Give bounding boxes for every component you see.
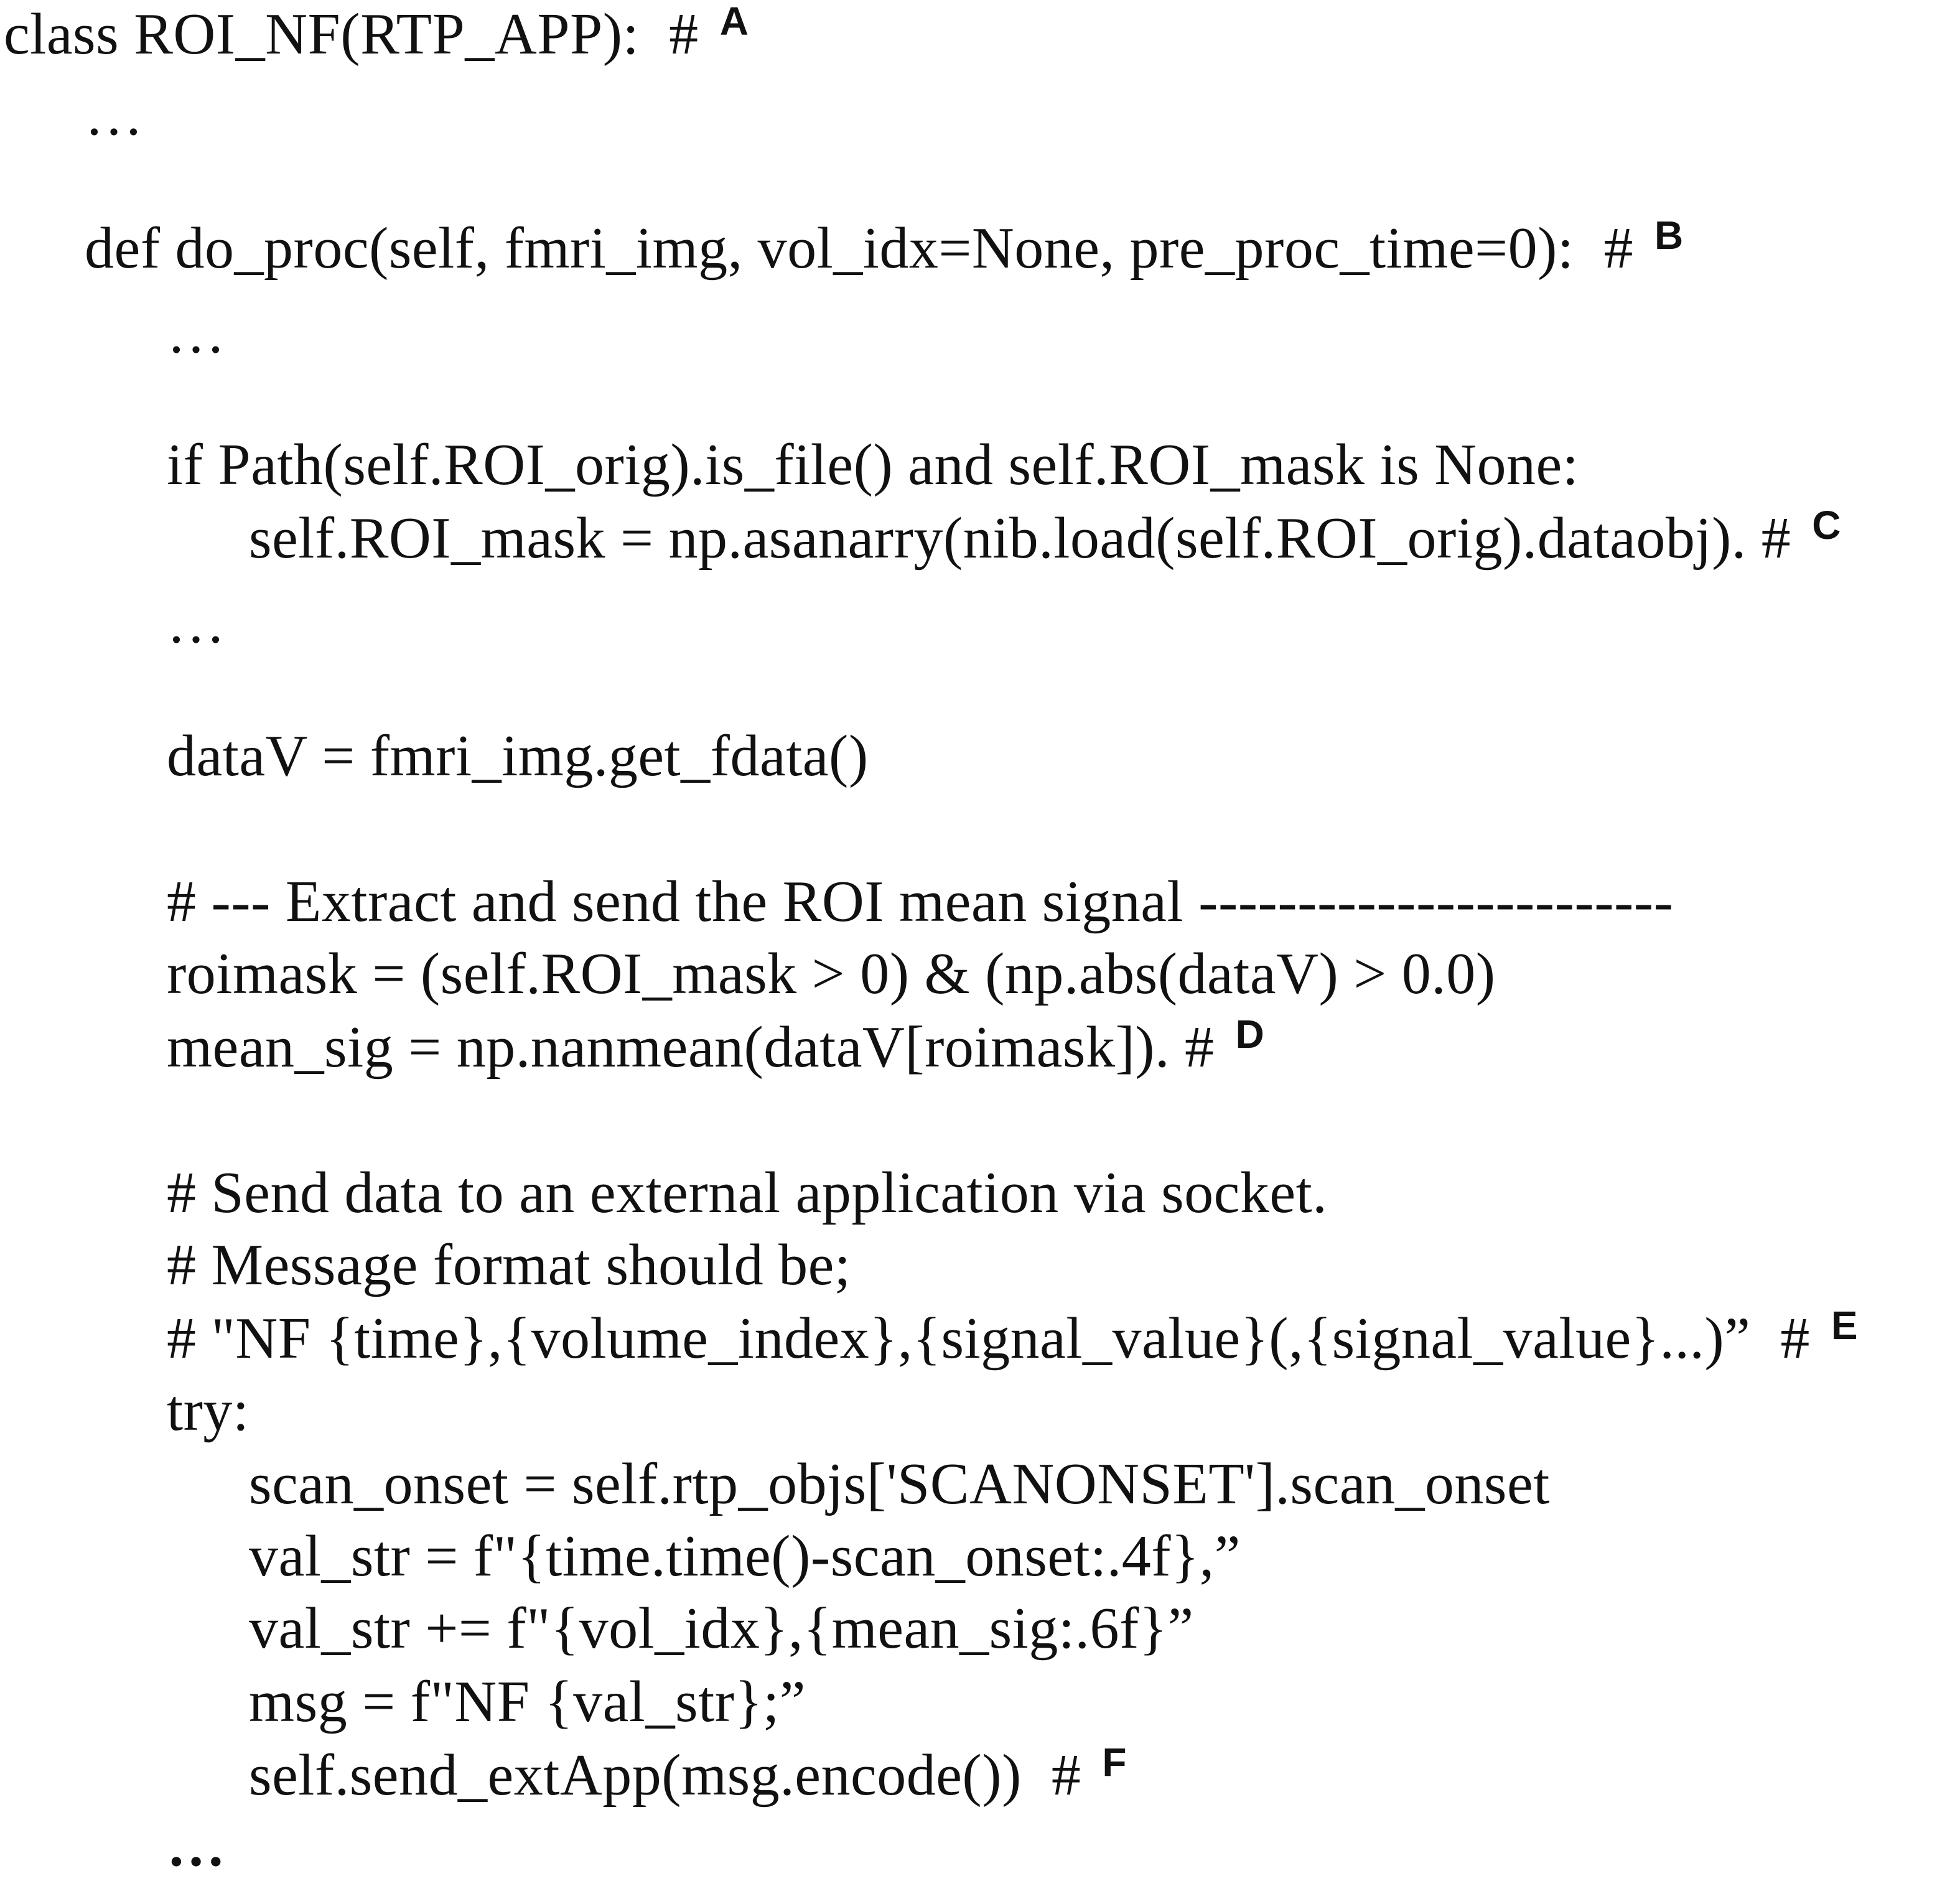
code-text: self.ROI_mask = np.asanarry(nib.load(self.ROI_orig).dataobj). # xyxy=(249,506,1791,571)
annotation-marker-a: A xyxy=(719,0,749,44)
code-text: … xyxy=(167,591,226,655)
annotation-marker-b: B xyxy=(1654,213,1684,258)
code-line-ellipsis xyxy=(167,301,226,365)
code-line-comment-format xyxy=(167,1233,851,1297)
code-line-msg xyxy=(249,1669,806,1734)
code-line-ellipsis xyxy=(85,83,144,147)
code-text: mean_sig = np.nanmean(dataV[roimask]). # xyxy=(167,1015,1215,1080)
code-line-comment-extract xyxy=(167,869,1674,934)
code-text: roimask = (self.ROI_mask > 0) & (np.abs(dataV) > 0.0) xyxy=(167,941,1496,1006)
code-line-ellipsis xyxy=(167,1814,226,1879)
code-text: dataV = fmri_img.get_fdata() xyxy=(167,724,869,788)
code-line-send-extapp xyxy=(249,1740,1127,1808)
code-text: … xyxy=(85,83,144,147)
code-line-scan-onset xyxy=(249,1452,1550,1516)
code-line-if-path xyxy=(167,432,1579,497)
code-text: self.send_extApp(msg.encode()) # xyxy=(249,1743,1081,1808)
code-line-val-str xyxy=(249,1524,1241,1589)
code-line-def-do-proc xyxy=(85,213,1684,281)
code-text: class ROI_NF(RTP_APP): # xyxy=(4,2,699,67)
code-text: # "NF {time},{volume_index},{signal_value}(,{signal_value}...)” # xyxy=(167,1306,1810,1371)
code-line-comment-send xyxy=(167,1160,1328,1225)
code-text: msg = f"NF {val_str};” xyxy=(249,1669,806,1734)
code-line-datav xyxy=(167,724,869,788)
code-text: if Path(self.ROI_orig).is_file() and self.ROI_mask is None: xyxy=(167,432,1579,497)
annotation-marker-c: C xyxy=(1812,503,1841,548)
code-line-roimask xyxy=(167,941,1496,1006)
code-line-ellipsis xyxy=(167,591,226,655)
code-text: # Send data to an external application via socket. xyxy=(167,1160,1328,1225)
annotation-marker-e: E xyxy=(1831,1303,1859,1348)
code-line-roi-mask-load xyxy=(249,503,1841,571)
code-text: val_str += f"{vol_idx},{mean_sig:.6f}” xyxy=(249,1596,1194,1661)
code-line-val-str-append xyxy=(249,1596,1194,1661)
code-line-comment-nf-format xyxy=(167,1303,1859,1371)
code-text: … xyxy=(167,301,226,365)
code-text: … xyxy=(167,1814,226,1879)
code-text: val_str = f"{time.time()-scan_onset:.4f},” xyxy=(249,1524,1241,1589)
code-line-mean-sig xyxy=(167,1012,1265,1080)
code-text: try: xyxy=(167,1378,250,1443)
annotation-marker-d: D xyxy=(1235,1012,1265,1057)
code-text: # Message format should be; xyxy=(167,1233,851,1297)
code-text: def do_proc(self, fmri_img, vol_idx=None, pre_proc_time=0): # xyxy=(85,216,1634,281)
code-text: scan_onset = self.rtp_objs['SCANONSET'].scan_onset xyxy=(249,1452,1550,1516)
annotation-marker-f: F xyxy=(1102,1740,1127,1785)
code-text: # --- Extract and send the ROI mean signal ------------------------ xyxy=(167,869,1674,934)
code-line-try xyxy=(167,1378,250,1443)
code-line-class-def xyxy=(4,0,749,67)
